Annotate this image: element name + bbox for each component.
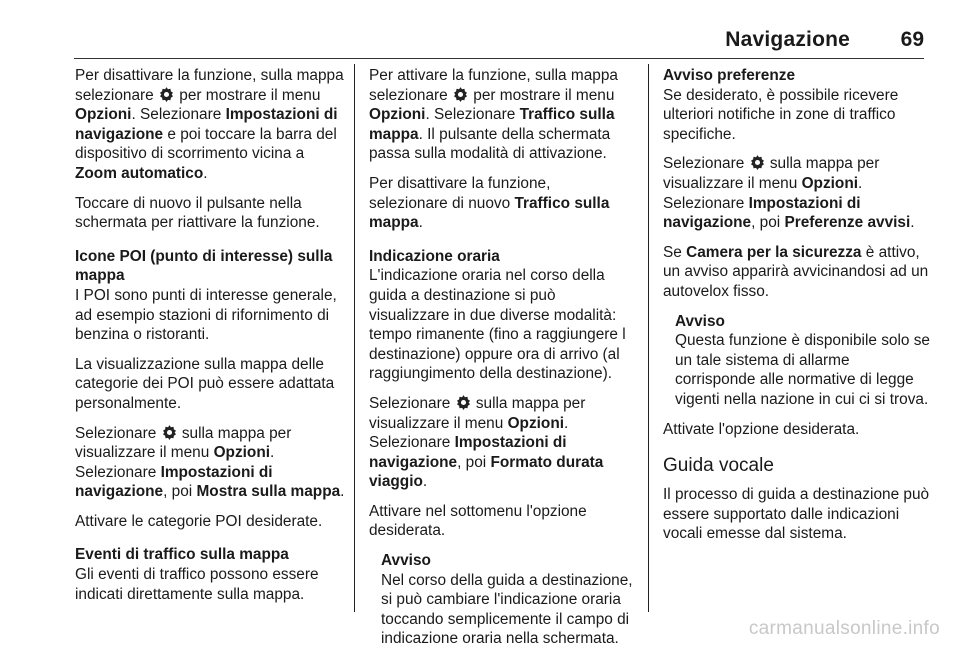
note-box <box>675 312 931 410</box>
page-header <box>0 0 960 58</box>
paragraph: Il processo di guida a destinazione può essere supportato dalle indicazioni vocali emesse dal sistema. <box>663 486 930 543</box>
paragraph: Se Camera per la sicurezza è attivo, un avviso apparirà avvicinandosi ad un autovelox fisso. <box>663 243 929 300</box>
gear-icon <box>455 394 472 411</box>
subheading: Icone POI (punto di interesse) sulla mappa <box>75 247 333 285</box>
paragraph: Se desiderato, è possibile ricevere ulteriori notifiche in zone di traffico specifiche. <box>663 86 899 143</box>
gear-icon <box>158 86 175 103</box>
paragraph: La visualizzazione sulla mappa delle categorie dei POI può essere adattata personalmente. <box>75 355 335 412</box>
note-text: Nel corso della guida a destinazione, si può cambiare l'indicazione oraria toccando semplicemente il campo di indicazione oraria nella schermata. <box>381 571 633 648</box>
paragraph: Attivare nel sottomenu l'opzione desiderata. <box>369 502 587 540</box>
paragraph: Per disattivare la funzione, sulla mappa selezionare per mostrare il menu Opzioni. Selezionare Impostazioni di navigazione e poi toccare la barra del dispositivo di scorrimento vicina a Zoom automatico. <box>75 67 344 182</box>
paragraph: Selezionare sulla mappa per visualizzare il menu Opzioni. Selezionare Impostazioni di navigazione, poi Formato durata viaggio. <box>369 394 604 491</box>
subheading: Eventi di traffico sulla mappa <box>75 546 289 564</box>
gear-icon <box>749 154 766 171</box>
paragraph: I POI sono punti di interesse generale, ad esempio stazioni di rifornimento di benzina o ristoranti. <box>75 286 337 344</box>
watermark: carmanualsonline.info <box>748 618 940 639</box>
gear-icon <box>161 424 178 441</box>
paragraph: Attivate l'opzione desiderata. <box>663 420 860 438</box>
paragraph: Attivare le categorie POI desiderate. <box>75 512 323 530</box>
note-box <box>381 551 633 649</box>
column-divider <box>354 64 355 612</box>
page-title: Navigazione <box>725 28 850 51</box>
page-number: 69 <box>900 28 924 51</box>
paragraph: Gli eventi di traffico possono essere indicati direttamente sulla mappa. <box>75 566 319 603</box>
paragraph: Per attivare la funzione, sulla mappa selezionare per mostrare il menu Opzioni. Selezionare Traffico sulla mappa. Il pulsante della schermata passa sulla modalità di attivazione. <box>369 67 618 163</box>
section-title: Guida vocale <box>663 455 774 477</box>
note-text: Questa funzione è disponibile solo se un tale sistema di allarme corrisponde alle normative di legge vigenti nella nazione in cui ci si trova. <box>675 332 930 408</box>
column-2 <box>369 66 633 659</box>
paragraph: Selezionare sulla mappa per visualizzare il menu Opzioni. Selezionare Impostazioni di navigazione, poi Mostra sulla mappa. <box>75 424 345 501</box>
note-title: Avviso <box>675 312 725 330</box>
paragraph: Toccare di nuovo il pulsante nella schermata per riattivare la funzione. <box>75 194 320 232</box>
paragraph: Selezionare sulla mappa per visualizzare il menu Opzioni. Selezionare Impostazioni di navigazione, poi Preferenze avvisi. <box>663 155 915 232</box>
column-1 <box>75 66 349 614</box>
note-title: Avviso <box>381 552 431 570</box>
paragraph: Per disattivare la funzione, selezionare di nuovo Traffico sulla mappa. <box>369 174 610 232</box>
paragraph: L'indicazione oraria nel corso della guida a destinazione si può visualizzare in due diverse modalità: tempo rimanente (fino a raggiungere l destinazione) oppure ora di arrivo (al raggiungimento della destinazione). <box>369 267 626 383</box>
gear-icon <box>452 86 469 103</box>
subheading: Indicazione oraria <box>369 247 500 265</box>
column-divider <box>648 64 649 612</box>
header-rule <box>74 58 924 59</box>
column-3 <box>663 66 931 554</box>
subheading: Avviso preferenze <box>663 67 796 84</box>
